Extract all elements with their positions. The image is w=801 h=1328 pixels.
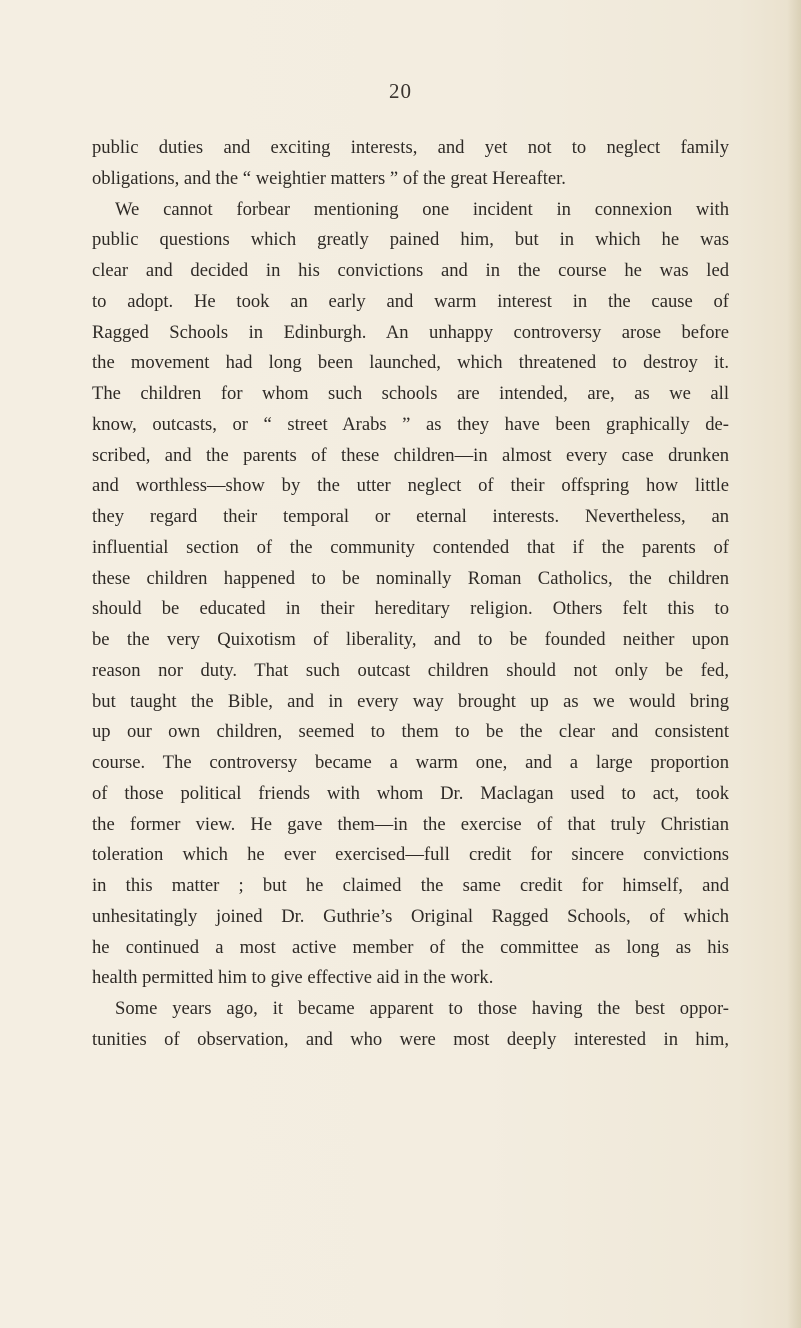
page-number: 20 [389,79,412,103]
page-edge-shadow [787,0,801,1328]
text-line: of those political friends with whom Dr. Maclagan used to act, took [92,782,729,804]
text-line: public duties and exciting interests, and yet not to neglect family [92,137,729,158]
text-line: the former view. He gave them—in the exercise of that truly Christian [92,813,729,835]
text-line: be the very Quixotism of liberality, and to be founded neither upon [92,629,729,650]
text-line: up our own children, seemed to them to be the clear and consistent [92,721,729,743]
text-line: Some years ago, it became apparent to those having the best oppor- [115,998,729,1019]
text-line: know, outcasts, or “ street Arabs ” as they have been graphically de- [92,413,729,435]
text-line: toleration which he ever exercised—full credit for sincere convictions [92,844,729,866]
text-line: course. The controversy became a warm one, and a large proportion [92,752,729,773]
text-line: to adopt. He took an early and warm interest in the cause of [92,290,729,312]
text-line: health permitted him to give effective aid in the work. [92,967,494,989]
text-line: he continued a most active member of the committee as long as his [92,936,729,958]
text-line: clear and decided in his convictions and in the course he was led [92,260,729,281]
text-line: obligations, and the “ weightier matters ” of the great Hereafter. [92,167,566,189]
text-line: these children happened to be nominally Roman Catholics, the children [92,567,729,589]
text-line: should be educated in their hereditary religion. Others felt this to [92,598,729,620]
text-line: the movement had long been launched, which threatened to destroy it. [92,352,729,374]
text-line: reason nor duty. That such outcast children should not only be fed, [92,659,729,681]
text-line: public questions which greatly pained him, but in which he was [92,229,729,251]
text-line: unhesitatingly joined Dr. Guthrie’s Original Ragged Schools, of which [92,905,729,927]
text-line: influential section of the community contended that if the parents of [92,536,729,558]
text-line: they regard their temporal or eternal interests. Nevertheless, an [92,506,729,527]
text-line: Ragged Schools in Edinburgh. An unhappy controversy arose before [92,321,729,343]
text-line: in this matter ; but he claimed the same credit for himself, and [92,875,729,896]
text-line: but taught the Bible, and in every way brought up as we would bring [92,690,729,712]
text-line: tunities of observation, and who were most deeply interested in him, [92,1028,729,1050]
text-line: We cannot forbear mentioning one incident in connexion with [115,198,729,220]
text-line: and worthless—show by the utter neglect of their offspring how little [92,475,729,497]
text-line: The children for whom such schools are intended, are, as we all [92,383,729,404]
body-text [92,133,729,1056]
text-line: scribed, and the parents of these children—in almost every case drunken [92,444,729,466]
